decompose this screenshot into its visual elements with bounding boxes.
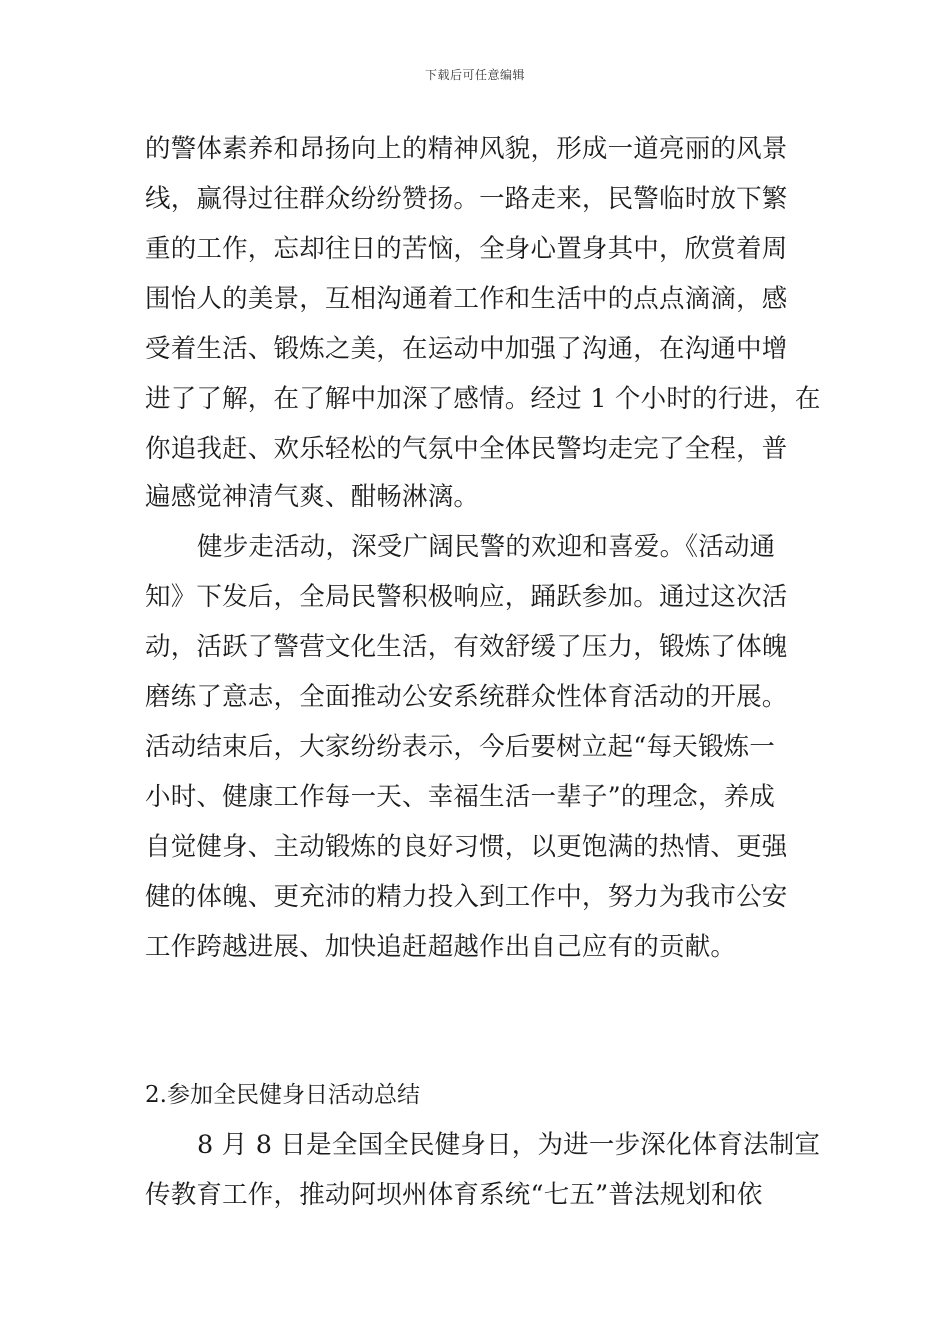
text-line: 健步走活动，深受广阔民警的欢迎和喜爱。《活动通 [197, 532, 776, 562]
text-line: 知》下发后，全局民警积极响应，踊跃参加。通过这次活 [145, 582, 788, 612]
text-line: 进了了解，在了解中加深了感情。经过 1 个小时的行进，在 [145, 384, 821, 414]
section-heading: 2.参加全民健身日活动总结 [145, 1082, 420, 1108]
text-line: 自觉健身、主动锻炼的良好习惯，以更饱满的热情、更强 [145, 832, 788, 862]
text-line: 你追我赶、欢乐轻松的气氛中全体民警均走完了全程，普 [145, 434, 788, 464]
page-header: 下载后可任意编辑 [424, 68, 525, 82]
text-line: 8 月 8 日是全国全民健身日，为进一步深化体育法制宣 [197, 1130, 821, 1160]
text-line: 小时、健康工作每一天、幸福生活一辈子”的理念，养成 [145, 782, 776, 812]
text-line: 围怡人的美景，互相沟通着工作和生活中的点点滴滴，感 [145, 284, 788, 314]
text-line: 健的体魄、更充沛的精力投入到工作中，努力为我市公安 [145, 882, 788, 912]
text-line: 动，活跃了警营文化生活，有效舒缓了压力，锻炼了体魄 [145, 632, 788, 662]
text-line: 传教育工作，推动阿坝州体育系统“七五”普法规划和依 [145, 1180, 763, 1210]
text-line: 遍感觉神清气爽、酣畅淋漓。 [145, 482, 480, 512]
text-line: 工作跨越进展、加快追赶超越作出自己应有的贡献。 [145, 932, 737, 962]
text-line: 活动结束后，大家纷纷表示，今后要树立起“每天锻炼一 [145, 732, 776, 762]
text-line: 的警体素养和昂扬向上的精神风貌，形成一道亮丽的风景 [145, 134, 788, 164]
text-line: 磨练了意志，全面推动公安系统群众性体育活动的开展。 [145, 682, 788, 712]
text-line: 线，赢得过往群众纷纷赞扬。一路走来，民警临时放下繁 [145, 184, 788, 214]
text-line: 重的工作，忘却往日的苦恼，全身心置身其中，欣赏着周 [145, 234, 788, 264]
text-line: 受着生活、锻炼之美，在运动中加强了沟通，在沟通中增 [145, 334, 788, 364]
